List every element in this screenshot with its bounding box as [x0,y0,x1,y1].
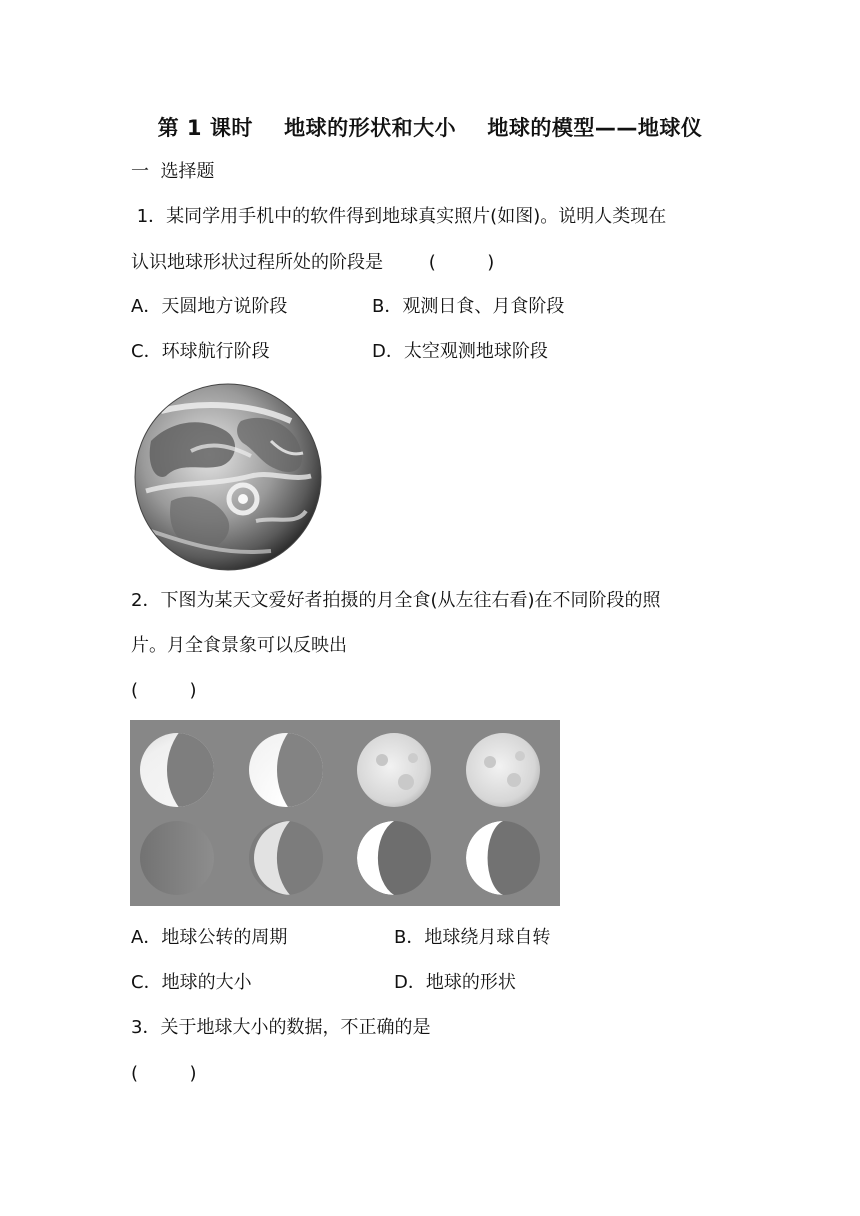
question-2-option-a: A．地球公转的周期 [131,927,288,948]
question-2-option-b: B．地球绕月球自转 [394,927,551,948]
question-2-stem-line1: 2．下图为某天文爱好者拍摄的月全食(从左往右看)在不同阶段的照 [131,590,661,611]
lunar-eclipse-photo [130,720,560,906]
question-2-stem-line2: 片。月全食景象可以反映出 [131,635,347,656]
question-1-option-b: B．观测日食、月食阶段 [372,296,565,317]
section-heading: 一 选择题 [131,161,215,182]
question-2-bracket: ( ) [131,680,197,701]
question-1-option-d: D．太空观测地球阶段 [372,341,548,362]
question-2-option-d: D．地球的形状 [394,972,516,993]
earth-photo [131,381,325,573]
question-1-option-a: A．天圆地方说阶段 [131,296,288,317]
question-3-bracket: ( ) [131,1063,197,1084]
question-2-option-c: C．地球的大小 [131,972,252,993]
question-1-option-c: C．环球航行阶段 [131,341,270,362]
question-1-stem-line1: 1．某同学用手机中的软件得到地球真实照片(如图)。说明人类现在 [131,206,667,227]
page-title: 第 1 课时 地球的形状和大小 地球的模型——地球仪 [157,116,703,140]
question-3-stem: 3．关于地球大小的数据，不正确的是 [131,1017,431,1038]
question-1-stem-line2: 认识地球形状过程所处的阶段是 ( ) [131,252,495,273]
